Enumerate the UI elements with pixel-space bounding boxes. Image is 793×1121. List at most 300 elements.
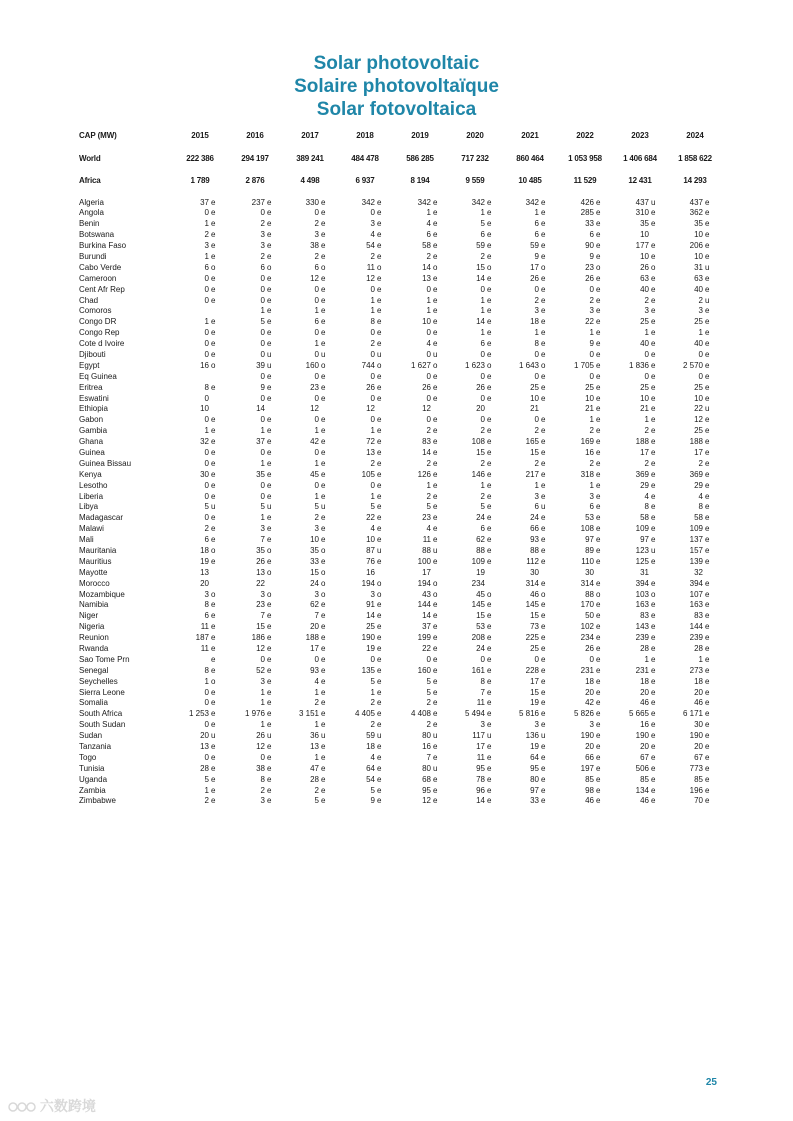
cell-flag: e — [267, 219, 272, 229]
cell-value: 273 — [689, 665, 703, 675]
cell-value: 1 — [589, 328, 594, 338]
cell-value: 12 — [310, 404, 319, 414]
cell-value: 20 — [585, 742, 594, 752]
table-row — [79, 742, 719, 753]
cell-flag: e — [487, 339, 492, 349]
cell-flag: e — [377, 785, 382, 795]
cell-flag: e — [321, 251, 326, 261]
cell-value: 14 — [366, 611, 375, 621]
cell-value: 0 — [314, 447, 319, 457]
cell-value: 14 — [422, 262, 431, 272]
cell-value: 2 — [698, 458, 703, 468]
cell-flag: e — [433, 535, 438, 545]
cell-flag: e — [211, 752, 216, 762]
year-header: 2020 — [466, 131, 484, 140]
cell-flag: o — [211, 589, 216, 599]
cell-flag: u — [267, 360, 272, 370]
cell-value: 17 — [476, 742, 485, 752]
cell-value: 2 — [260, 785, 265, 795]
cell-flag: e — [267, 251, 272, 261]
cell-value: 1 — [534, 328, 539, 338]
cell-value: 342 — [417, 197, 431, 207]
cell-value: 25 — [694, 317, 703, 327]
cell-flag: e — [487, 426, 492, 436]
cell-flag: e — [433, 698, 438, 708]
watermark — [8, 1096, 96, 1116]
cell-flag: e — [596, 360, 601, 370]
cell-value: 1 — [260, 720, 265, 730]
cell-value: 26 — [585, 644, 594, 654]
cell-value: 97 — [640, 535, 649, 545]
cell-flag: e — [267, 469, 272, 479]
cell-value: 25 — [694, 382, 703, 392]
cell-value: 83 — [694, 611, 703, 621]
cell-value: 163 — [635, 600, 649, 610]
cell-value: 239 — [635, 633, 649, 643]
cell-flag: e — [487, 447, 492, 457]
cell-value: 23 — [256, 600, 265, 610]
table-row — [79, 492, 719, 503]
cell-value: 42 — [585, 698, 594, 708]
year-header: 2015 — [191, 131, 209, 140]
cell-flag: e — [267, 415, 272, 425]
cell-flag: e — [596, 349, 601, 359]
cell-flag: e — [705, 578, 710, 588]
africa-value: 8 194 — [410, 176, 430, 185]
country-name: Cabo Verde — [79, 262, 122, 272]
cell-value: 46 — [585, 796, 594, 806]
cell-value: 0 — [314, 208, 319, 218]
cell-value: 190 — [361, 633, 375, 643]
cell-value: 108 — [580, 524, 594, 534]
cell-value: 36 — [310, 731, 319, 741]
cell-value: 63 — [640, 273, 649, 283]
cell-flag: e — [487, 382, 492, 392]
cell-value: 10 — [366, 535, 375, 545]
cell-flag: e — [377, 698, 382, 708]
cell-value: 10 — [640, 393, 649, 403]
cell-value: 0 — [204, 393, 209, 403]
cell-value: 5 — [370, 676, 375, 686]
table-row — [79, 448, 719, 459]
cell-value: 102 — [580, 622, 594, 632]
cell-value: 0 — [644, 349, 649, 359]
cell-value: 0 — [480, 349, 485, 359]
cell-value: 1 — [426, 208, 431, 218]
cell-flag: e — [487, 219, 492, 229]
cell-value: 16 — [422, 742, 431, 752]
cell-value: 0 — [204, 698, 209, 708]
country-name: Namibia — [79, 600, 109, 610]
cell-flag: e — [596, 709, 601, 719]
world-value: 1 406 684 — [623, 154, 657, 163]
table-row — [79, 698, 719, 709]
table-header-row — [79, 131, 719, 143]
cell-value: 0 — [370, 393, 375, 403]
cell-flag: e — [267, 633, 272, 643]
cell-value: 29 — [640, 480, 649, 490]
cell-flag: e — [541, 796, 546, 806]
cell-flag: e — [433, 600, 438, 610]
cell-flag: e — [377, 219, 382, 229]
cell-value: 0 — [260, 328, 265, 338]
cell-flag: e — [705, 644, 710, 654]
cell-value: 170 — [580, 600, 594, 610]
cell-flag: e — [651, 796, 656, 806]
cell-flag: e — [267, 709, 272, 719]
cell-flag: e — [651, 469, 656, 479]
year-header: 2017 — [301, 131, 319, 140]
cell-value: 1 — [698, 654, 703, 664]
world-value: 222 386 — [186, 154, 214, 163]
cell-flag: e — [651, 426, 656, 436]
country-name: Togo — [79, 752, 97, 762]
country-name: Burundi — [79, 251, 107, 261]
cell-value: 190 — [689, 731, 703, 741]
cell-value: 239 — [689, 633, 703, 643]
cell-value: 26 — [476, 382, 485, 392]
cell-value: 6 — [204, 611, 209, 621]
cell-value: 26 — [640, 262, 649, 272]
cell-flag: e — [541, 349, 546, 359]
cell-value: 3 — [370, 589, 375, 599]
cell-value: 0 — [426, 284, 431, 294]
cell-flag: e — [211, 230, 216, 240]
cell-flag: u — [433, 731, 438, 741]
cell-flag: e — [651, 535, 656, 545]
cell-flag: e — [541, 752, 546, 762]
cell-flag: e — [541, 698, 546, 708]
cell-flag: e — [487, 774, 492, 784]
cell-flag: e — [211, 644, 216, 654]
cell-value: 1 — [589, 480, 594, 490]
cell-flag: o — [433, 262, 438, 272]
cell-flag: e — [596, 535, 601, 545]
cell-value: 1 — [698, 328, 703, 338]
cell-value: 7 — [480, 687, 485, 697]
cell-value: 1 — [644, 415, 649, 425]
country-name: Malawi — [79, 524, 104, 534]
cell-flag: e — [211, 774, 216, 784]
cell-flag: e — [321, 513, 326, 523]
cell-value: 96 — [476, 785, 485, 795]
cell-flag: e — [651, 622, 656, 632]
cell-value: 4 — [314, 676, 319, 686]
cell-value: 13 — [310, 742, 319, 752]
cell-value: 206 — [689, 241, 703, 251]
cell-value: 18 — [200, 546, 209, 555]
table-row — [79, 644, 719, 655]
cell-flag: e — [487, 600, 492, 610]
cell-value: 20 — [640, 687, 649, 697]
country-name: Rwanda — [79, 644, 109, 654]
cell-value: 5 665 — [628, 709, 649, 719]
cell-value: 0 — [314, 415, 319, 425]
cell-value: 24 — [476, 644, 485, 654]
table-row — [79, 513, 719, 524]
cell-value: 0 — [644, 371, 649, 381]
cell-value: 2 — [370, 720, 375, 730]
cell-flag: o — [321, 567, 326, 577]
cell-flag: e — [541, 535, 546, 545]
cell-flag: e — [377, 687, 382, 697]
cell-value: 3 — [534, 306, 539, 316]
cell-flag: e — [211, 284, 216, 294]
cell-flag: e — [487, 698, 492, 708]
cell-flag: e — [377, 535, 382, 545]
cell-flag: e — [541, 241, 546, 251]
table-row — [79, 481, 719, 492]
cell-flag: e — [596, 513, 601, 523]
cell-value: 18 — [366, 742, 375, 752]
cell-flag: e — [651, 404, 656, 414]
cell-value: 2 — [480, 426, 485, 436]
cell-flag: e — [541, 720, 546, 730]
country-name: Congo Rep — [79, 328, 120, 338]
cell-flag: e — [651, 709, 656, 719]
cell-value: 3 — [480, 720, 485, 730]
cell-flag: e — [211, 458, 216, 468]
cell-flag: e — [267, 611, 272, 621]
cell-value: 6 — [534, 502, 539, 512]
cell-value: 22 — [422, 644, 431, 654]
cell-flag: e — [596, 251, 601, 261]
cell-flag: e — [267, 491, 272, 501]
cell-flag: e — [596, 654, 601, 664]
cell-value: 2 — [534, 458, 539, 468]
cell-value: 0 — [370, 480, 375, 490]
table-row — [79, 546, 719, 557]
cell-value: 22 — [694, 404, 703, 414]
cell-value: 437 — [635, 197, 649, 207]
cell-flag: e — [651, 339, 656, 349]
cell-value: 330 — [305, 197, 319, 207]
cell-flag: e — [596, 502, 601, 512]
cell-value: 1 — [204, 785, 209, 795]
cell-value: 8 — [204, 600, 209, 610]
cell-flag: e — [321, 328, 326, 338]
cell-value: 144 — [417, 600, 431, 610]
cell-value: 369 — [689, 469, 703, 479]
page-title — [0, 52, 793, 121]
cell-flag: e — [541, 382, 546, 392]
cell-value: 21 — [585, 404, 594, 414]
cell-flag: e — [377, 796, 382, 806]
cell-value: 3 — [260, 524, 265, 534]
cell-flag: e — [705, 731, 710, 741]
cell-flag: o — [377, 578, 382, 588]
cell-flag: e — [377, 513, 382, 523]
cell-flag: e — [705, 339, 710, 349]
table-row — [79, 709, 719, 720]
cell-flag: e — [651, 654, 656, 664]
cell-value: 0 — [260, 447, 265, 457]
cell-value: 22 — [366, 513, 375, 523]
cell-flag: e — [433, 295, 438, 305]
cell-flag: e — [321, 458, 326, 468]
cell-flag: e — [377, 317, 382, 327]
country-name: Uganda — [79, 774, 108, 784]
cell-flag: e — [321, 600, 326, 610]
cell-value: 1 — [314, 458, 319, 468]
cell-value: 225 — [525, 633, 539, 643]
cell-value: 8 — [204, 382, 209, 392]
cell-flag: e — [211, 415, 216, 425]
cell-value: 25 — [640, 317, 649, 327]
cell-flag: e — [596, 371, 601, 381]
cell-value: 33 — [310, 556, 319, 566]
cell-value: 1 — [370, 491, 375, 501]
cell-value: 1 — [480, 480, 485, 490]
cell-flag: e — [651, 273, 656, 283]
cell-value: 228 — [525, 665, 539, 675]
cell-value: 14 — [476, 273, 485, 283]
cell-value: 5 — [426, 502, 431, 512]
cell-flag: e — [651, 524, 656, 534]
table-row — [79, 383, 719, 394]
cell-flag: e — [321, 752, 326, 762]
cell-flag: e — [321, 654, 326, 664]
cell-value: 1 — [260, 458, 265, 468]
table-row — [79, 775, 719, 786]
cell-value: 62 — [310, 600, 319, 610]
cell-flag: e — [651, 458, 656, 468]
cell-value: 0 — [589, 371, 594, 381]
cell-value: 2 — [426, 491, 431, 501]
cell-flag: e — [705, 284, 710, 294]
cell-value: 231 — [635, 665, 649, 675]
cell-flag: e — [705, 546, 710, 555]
cell-value: 15 — [530, 687, 539, 697]
cell-value: 1 705 — [573, 360, 594, 370]
cell-value: 28 — [200, 763, 209, 773]
country-name: Sierra Leone — [79, 687, 125, 697]
cell-flag: o — [211, 546, 216, 555]
cell-value: 13 — [366, 447, 375, 457]
cell-value: 0 — [426, 328, 431, 338]
cell-flag: e — [541, 742, 546, 752]
cell-flag: e — [596, 295, 601, 305]
cell-value: 59 — [476, 241, 485, 251]
cell-value: 0 — [370, 328, 375, 338]
cell-value: 2 — [314, 513, 319, 523]
cell-value: 11 — [476, 752, 485, 762]
cell-flag: e — [541, 426, 546, 436]
cell-value: 4 — [644, 491, 649, 501]
cell-value: 33 — [585, 219, 594, 229]
cell-flag: e — [433, 306, 438, 316]
cell-flag: e — [596, 317, 601, 327]
cell-value: 93 — [310, 665, 319, 675]
country-name: Algeria — [79, 197, 104, 207]
cell-value: 5 — [204, 774, 209, 784]
cell-flag: e — [541, 785, 546, 795]
cell-value: 58 — [640, 513, 649, 523]
cell-value: 110 — [581, 556, 594, 566]
cell-flag: e — [321, 219, 326, 229]
country-name: Comoros — [79, 306, 112, 316]
cell-value: 46 — [640, 796, 649, 806]
cell-value: 9 — [534, 251, 539, 261]
cell-value: 10 — [422, 317, 431, 327]
cell-value: 18 — [530, 317, 539, 327]
cell-flag: e — [211, 796, 216, 806]
cell-value: 17 — [694, 447, 703, 457]
cell-flag: e — [596, 208, 601, 218]
cell-flag: e — [596, 480, 601, 490]
cell-value: 33 — [530, 796, 539, 806]
country-name: Eritrea — [79, 382, 103, 392]
world-value: 294 197 — [241, 154, 269, 163]
cell-value: 0 — [534, 284, 539, 294]
cell-value: 26 — [422, 382, 431, 392]
cell-value: 125 — [635, 556, 649, 566]
cell-value: 0 — [426, 415, 431, 425]
cell-value: 0 — [260, 480, 265, 490]
cell-value: 112 — [526, 556, 539, 566]
cell-flag: e — [596, 382, 601, 392]
cell-value: 6 — [589, 230, 594, 240]
cell-flag: e — [541, 665, 546, 675]
cell-flag: e — [211, 556, 216, 566]
cell-flag: e — [596, 742, 601, 752]
cell-flag: e — [596, 763, 601, 773]
cell-value: 83 — [422, 437, 431, 447]
table-row — [79, 219, 719, 230]
cell-flag: e — [211, 241, 216, 251]
cell-flag: o — [321, 589, 326, 599]
cell-flag: e — [596, 524, 601, 534]
cell-flag: e — [377, 284, 382, 294]
cell-flag: e — [705, 709, 710, 719]
cell-flag: e — [487, 513, 492, 523]
cell-value: 43 — [422, 589, 431, 599]
cell-value: 37 — [422, 622, 431, 632]
cell-value: 3 — [314, 524, 319, 534]
cell-flag: e — [651, 437, 656, 447]
cell-value: 5 494 — [464, 709, 485, 719]
cell-flag: e — [321, 447, 326, 457]
cell-value: 0 — [370, 371, 375, 381]
cell-value: 2 — [260, 251, 265, 261]
cell-flag: e — [651, 208, 656, 218]
cell-value: 123 — [635, 546, 649, 555]
year-header: 2023 — [631, 131, 649, 140]
cell-value: 0 — [589, 284, 594, 294]
cell-value: 0 — [260, 295, 265, 305]
cell-flag: o — [321, 262, 326, 272]
cell-flag: e — [705, 785, 710, 795]
cell-flag: e — [267, 774, 272, 784]
country-name: Morocco — [79, 578, 110, 588]
cell-value: 8 — [260, 774, 265, 784]
cell-flag: e — [651, 447, 656, 457]
cell-flag: e — [705, 426, 710, 436]
cell-flag: e — [487, 458, 492, 468]
cell-flag: o — [321, 360, 326, 370]
cell-value: 234 — [580, 633, 594, 643]
cell-flag: e — [705, 371, 710, 381]
cell-flag: e — [377, 197, 382, 207]
cell-flag: e — [541, 578, 546, 588]
cell-flag: e — [267, 513, 272, 523]
cell-value: 2 — [314, 698, 319, 708]
cell-flag: e — [211, 611, 216, 621]
cell-flag: e — [487, 284, 492, 294]
cell-value: 19 — [366, 644, 375, 654]
cell-value: 6 — [204, 535, 209, 545]
cell-value: 52 — [256, 665, 265, 675]
